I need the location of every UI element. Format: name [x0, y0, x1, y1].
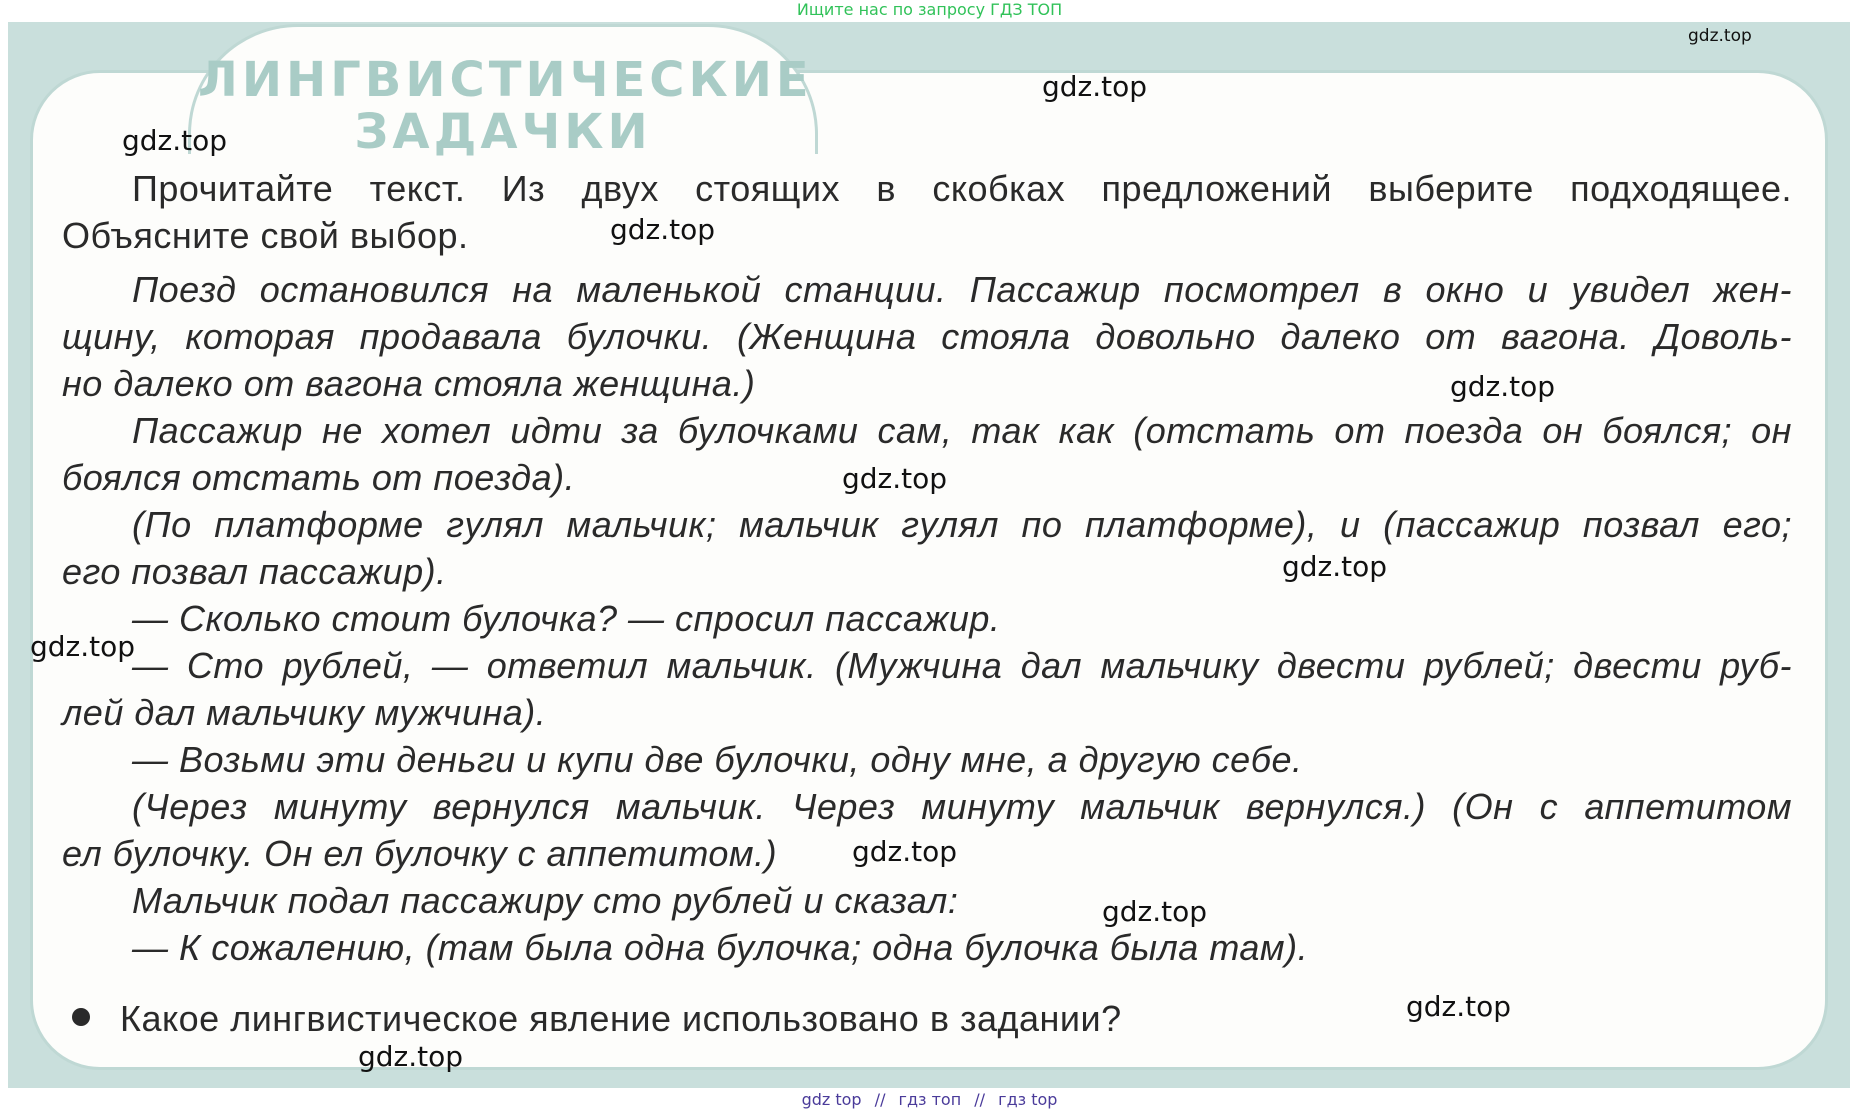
watermark: gdz.top — [610, 213, 716, 246]
task-instructions — [62, 165, 1792, 259]
watermark: gdz.top — [1406, 990, 1512, 1023]
question-line: Какое лингвистическое явление использовано в задании? — [120, 998, 1122, 1039]
watermark: gdz.top — [1042, 70, 1148, 103]
footer-link[interactable]: гдз top — [998, 1090, 1058, 1109]
story-line: Поезд остановился на маленькой станции. Пассажир посмотрел в окно и увидел жен- — [132, 269, 1792, 310]
bullet-icon — [72, 1008, 90, 1026]
watermark: gdz.top — [1688, 26, 1752, 46]
footer-link[interactable]: gdz top — [801, 1090, 862, 1109]
watermark: gdz.top — [122, 124, 228, 157]
story-line: — Сколько стоит булочка? — спросил пассажир. — [132, 598, 1001, 639]
section-title-line2: ЗАДАЧКИ — [354, 104, 652, 160]
watermark: gdz.top — [1450, 370, 1556, 403]
footer-link[interactable]: гдз топ — [898, 1090, 962, 1109]
header-note: Ищите нас по запросу ГДЗ ТОП — [796, 0, 1063, 19]
story-line: — Сто рублей, — ответил мальчик. (Мужчина дал мальчику двести рублей; двести руб- — [132, 645, 1792, 686]
story-line: — К сожалению, (там была одна булочка; одна булочка была там). — [132, 927, 1309, 968]
story-line: (Через минуту вернулся мальчик. Через минуту мальчик вернулся.) (Он с аппетитом — [132, 786, 1792, 827]
footer-separator: // — [974, 1090, 986, 1109]
task-line: Объясните свой выбор. — [62, 215, 469, 256]
task-line: Прочитайте текст. Из двух стоящих в скобках предложений выберите подходящее. — [132, 168, 1792, 209]
story-line: — Возьми эти деньги и купи две булочки, одну мне, а другую себе. — [132, 739, 1303, 780]
story-line: Пассажир не хотел идти за булочками сам, так как (отстать от поезда он боялся; он — [132, 410, 1792, 451]
story-line: (По платформе гулял мальчик; мальчик гулял по платформе), и (пассажир позвал его; — [132, 504, 1792, 545]
watermark: gdz.top — [842, 462, 948, 495]
footer-links — [0, 1090, 1859, 1109]
story-line: лей дал мальчику мужчина). — [62, 692, 547, 733]
watermark: gdz.top — [30, 630, 136, 663]
story-line: боялся отстать от поезда). — [62, 457, 576, 498]
story-line: но далеко от вагона стояла женщина.) — [62, 363, 756, 404]
watermark: gdz.top — [1282, 550, 1388, 583]
story-line: Мальчик подал пассажиру сто рублей и сказал: — [132, 880, 959, 921]
watermark: gdz.top — [358, 1040, 464, 1073]
section-title-line1: ЛИНГВИСТИЧЕСКИЕ — [198, 52, 813, 108]
story-line: ел булочку. Он ел булочку с аппетитом.) — [62, 833, 778, 874]
question-text — [120, 995, 1850, 1042]
footer-separator: // — [874, 1090, 886, 1109]
watermark: gdz.top — [1102, 895, 1208, 928]
watermark: gdz.top — [852, 835, 958, 868]
story-line: щину, которая продавала булочки. (Женщина стояла довольно далеко от вагона. Доволь- — [62, 316, 1792, 357]
story-line: его позвал пассажир). — [62, 551, 447, 592]
section-title — [198, 52, 813, 160]
